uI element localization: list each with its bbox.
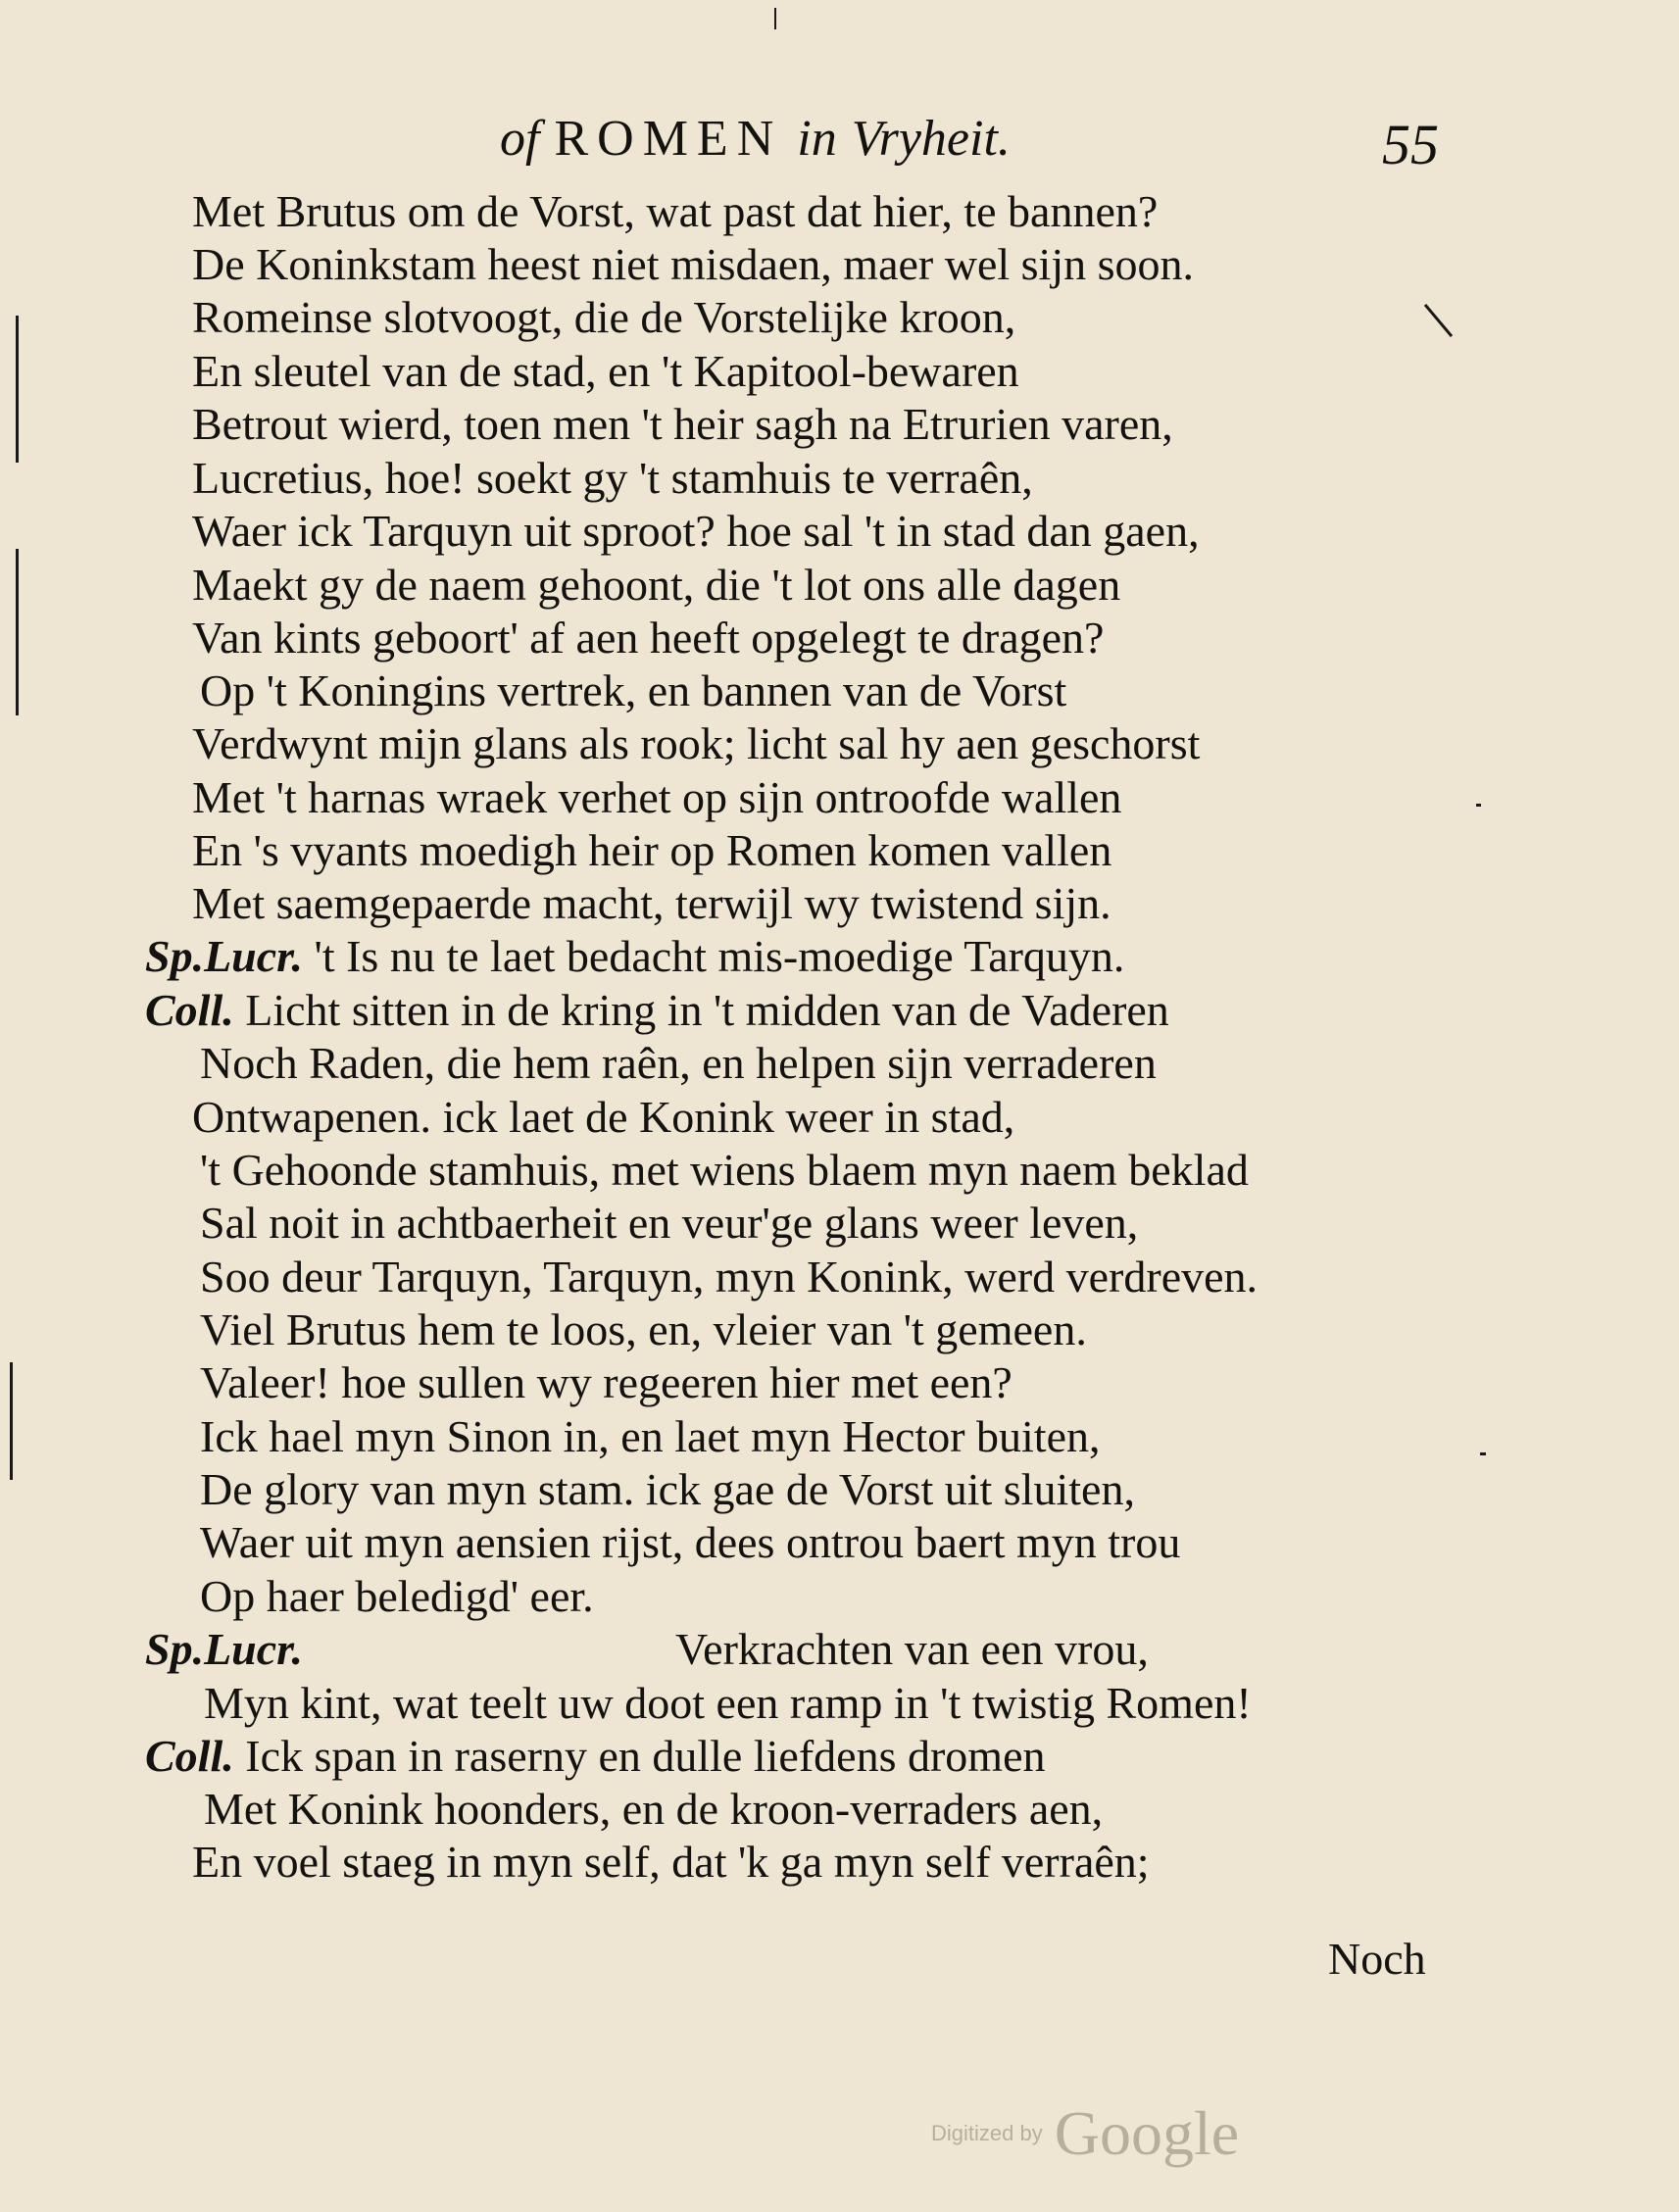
verse-line: Waer uit myn aensien rijst, dees ontrou baert myn trou — [200, 1517, 1181, 1567]
verse-line: De Koninkstam heest niet misdaen, maer wel sijn soon. — [192, 239, 1195, 289]
verse-line: En 's vyants moedigh heir op Romen komen vallen — [192, 825, 1112, 875]
verse-line: Met saemgepaerde macht, terwijl wy twistend sijn. — [192, 878, 1111, 928]
verse-line: Maekt gy de naem gehoont, die 't lot ons alle dagen — [192, 560, 1121, 610]
scan-speck — [1476, 804, 1481, 807]
verse-line: Ick hael myn Sinon in, en laet myn Hector buiten, — [200, 1411, 1101, 1461]
scan-speck — [1424, 304, 1453, 337]
scan-speck — [774, 8, 776, 29]
verse-line: 't Gehoonde stamhuis, met wiens blaem myn naem beklad — [200, 1145, 1249, 1195]
verse-line: Op 't Koningins vertrek, en bannen van de Vorst — [200, 665, 1067, 715]
page-number: 55 — [1382, 113, 1439, 176]
verse-line: Coll. Licht sitten in de kring in 't midden van de Vaderen — [145, 985, 1169, 1035]
verse-line: Myn kint, wat teelt uw doot een ramp in 't twistig Romen! — [204, 1678, 1252, 1728]
digitized-watermark — [931, 2097, 1239, 2170]
verse-line: Noch Raden, die hem raên, en helpen sijn verraderen — [200, 1038, 1157, 1088]
verse-line: En voel staeg in myn self, dat 'k ga myn self verraên; — [192, 1837, 1150, 1887]
verse-line: Met Brutus om de Vorst, wat past dat hier, te bannen? — [192, 186, 1159, 236]
scan-speck — [1480, 1452, 1486, 1455]
verse-line: Lucretius, hoe! soekt gy 't stamhuis te verraên, — [192, 453, 1033, 503]
page-header — [0, 110, 1679, 178]
verse-line: Valeer! hoe sullen wy regeeren hier met een? — [200, 1357, 1012, 1407]
watermark-prefix: Digitized by — [931, 2121, 1043, 2145]
scan-margin-line — [16, 549, 19, 715]
verse-line: Romeinse slotvoogt, die de Vorstelijke kroon, — [192, 292, 1016, 342]
title-of: of — [500, 111, 540, 167]
verse-line: Viel Brutus hem te loos, en, vleier van 't gemeen. — [200, 1304, 1087, 1354]
verse-line: Sp.Lucr. Verkrachten van een vrou, — [145, 1624, 1149, 1674]
title-vryheit: Vryheit. — [851, 111, 1011, 167]
title-in: in — [797, 111, 837, 167]
verse-line: Coll. Ick span in raserny en dulle liefdens dromen — [145, 1731, 1046, 1781]
verse-line: En sleutel van de stad, en 't Kapitool-bewaren — [192, 346, 1019, 396]
verse-line: Op haer beledigd' eer. — [200, 1571, 594, 1621]
verse-line: Met 't harnas wraek verhet op sijn ontroofde wallen — [192, 772, 1122, 822]
verse-line: Verdwynt mijn glans als rook; licht sal hy aen geschorst — [192, 718, 1201, 768]
verse-line: Sal noit in achtbaerheit en veur'ge glans weer leven, — [200, 1198, 1139, 1248]
verse-line: Ontwapenen. ick laet de Konink weer in stad, — [192, 1092, 1015, 1142]
scan-margin-line — [10, 1362, 13, 1480]
verse-line: Betrout wierd, toen men 't heir sagh na Etrurien varen, — [192, 399, 1173, 449]
running-title — [500, 110, 1011, 168]
watermark-brand: Google — [1054, 2098, 1240, 2168]
scan-margin-line — [16, 316, 19, 463]
verse-line: Waer ick Tarquyn uit sproot? hoe sal 't in stad dan gaen, — [192, 506, 1200, 556]
verse-line: Soo deur Tarquyn, Tarquyn, myn Konink, werd verdreven. — [200, 1252, 1259, 1302]
verse-line: De glory van myn stam. ick gae de Vorst uit sluiten, — [200, 1464, 1135, 1514]
verse-line: Met Konink hoonders, en de kroon-verraders aen, — [204, 1784, 1104, 1834]
verse-line: Sp.Lucr. 't Is nu te laet bedacht mis-moedige Tarquyn. — [145, 931, 1125, 981]
catchword: Noch — [1328, 1934, 1426, 1984]
title-romen: ROMEN — [554, 111, 783, 167]
verse-line: Van kints geboort' af aen heeft opgelegt te dragen? — [192, 613, 1105, 663]
